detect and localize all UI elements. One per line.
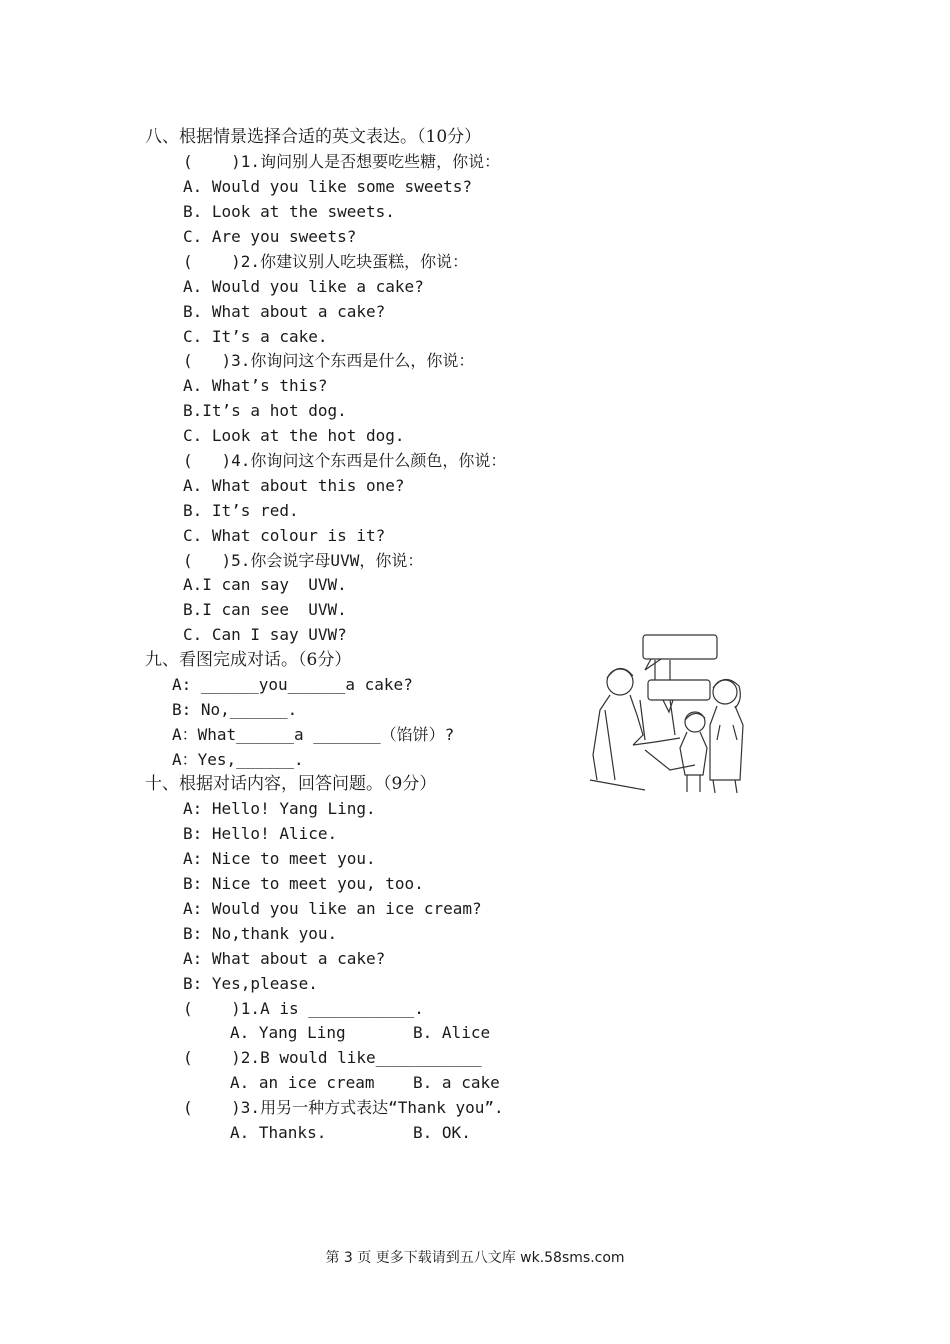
text-line: B. What about a cake? xyxy=(183,302,386,321)
text-line: A: Would you like an ice cream? xyxy=(183,899,482,918)
text-line: C. Can I say UVW? xyxy=(183,625,347,644)
text-line: A. an ice cream B. a cake xyxy=(230,1073,500,1092)
text-line: A：Yes,______. xyxy=(172,750,304,769)
text-line: B. It’s red. xyxy=(183,501,299,520)
text-line: A. What about this one? xyxy=(183,476,405,495)
text-line: B.It’s a hot dog. xyxy=(183,401,347,420)
text-line: A.I can say UVW. xyxy=(183,575,347,594)
text-line: B.I can see UVW. xyxy=(183,600,347,619)
text-line: B: No,thank you. xyxy=(183,924,338,943)
text-line: A: Nice to meet you. xyxy=(183,849,376,868)
text-line: A. Would you like a cake? xyxy=(183,277,424,296)
text-line: C. Look at the hot dog. xyxy=(183,426,405,445)
text-line: B: No,______. xyxy=(172,700,298,719)
text-line: A. Yang Ling B. Alice xyxy=(230,1023,491,1042)
text-line: A: ______you______a cake? xyxy=(172,675,413,694)
page-footer: 第 3 页 更多下载请到五八文库 wk.58sms.com xyxy=(325,1250,625,1266)
text-line: ( )1.A is ___________. xyxy=(183,999,424,1018)
text-line: ( )3.你询问这个东西是什么，你说： xyxy=(183,351,475,370)
text-line: A: Hello! Yang Ling. xyxy=(183,799,376,818)
text-line: ( )2.你建议别人吃块蛋糕，你说： xyxy=(183,252,469,271)
text-line: A. Thanks. B. OK. xyxy=(230,1123,471,1142)
text-line: ( )4.你询问这个东西是什么颜色，你说： xyxy=(183,451,507,470)
section-heading: 八、根据情景选择合适的英文表达。（10分） xyxy=(145,127,482,147)
text-line: ( )2.B would like___________ xyxy=(183,1048,482,1067)
text-line: A: What about a cake? xyxy=(183,949,386,968)
text-line: C. It’s a cake. xyxy=(183,327,328,346)
dialogue-illustration xyxy=(585,630,760,795)
text-line: B: Yes,please. xyxy=(183,974,318,993)
text-line: C. What colour is it? xyxy=(183,526,386,545)
text-line: B: Hello! Alice. xyxy=(183,824,338,843)
text-line: A. What’s this? xyxy=(183,376,328,395)
text-line: ( )3.用另一种方式表达“Thank you”. xyxy=(183,1098,504,1117)
text-line: C. Are you sweets? xyxy=(183,227,357,246)
text-line: ( )1.询问别人是否想要吃些糖，你说： xyxy=(183,152,501,171)
text-line: ( )5.你会说字母UVW，你说： xyxy=(183,551,424,570)
text-line: A. Would you like some sweets? xyxy=(183,177,472,196)
text-line: A：What______a _______（馅饼）? xyxy=(172,725,455,744)
section-heading: 十、根据对话内容，回答问题。（9分） xyxy=(145,774,437,794)
section-heading: 九、看图完成对话。（6分） xyxy=(145,650,352,670)
text-line: B: Nice to meet you, too. xyxy=(183,874,424,893)
text-line: B. Look at the sweets. xyxy=(183,202,395,221)
